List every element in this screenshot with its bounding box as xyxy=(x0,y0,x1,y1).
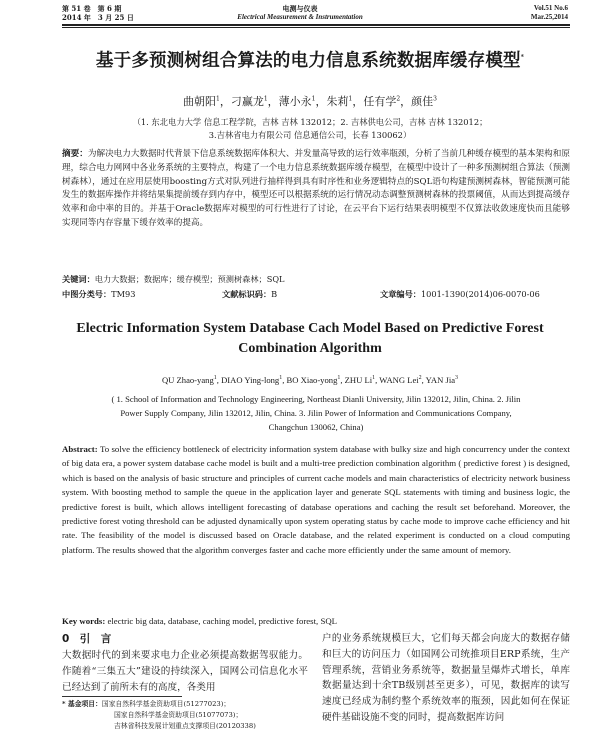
en-author: ZHU Li$^1$ xyxy=(344,375,376,385)
en-affiliation-2: Power Supply Company, Jilin 132012, Jilin, China. 3. Jilin Power of Information and Communications Company, xyxy=(120,408,512,418)
en-title-line-1: Electric Information System Database Cach Model Based on Predictive Forest xyxy=(76,321,544,336)
footnote-line-1: * 基金项目：国家自然科学基金资助项目(51277023)； xyxy=(62,700,231,708)
en-authors: QU Zhao-yang$^1$, DIAO Ying-long$^1$, BO Xiao-yong$^1$, ZHU Li$^1$, WANG Lei$^2$, YAN Jia$^3$ xyxy=(161,375,459,385)
header-left-bottom: 2014 年 3 月 25 日 xyxy=(62,13,134,22)
cn-author: 任有学$^2$ xyxy=(363,95,401,108)
header-rule xyxy=(62,24,570,26)
cn-abstract: 摘要：为解决电力大数据时代背景下信息系统数据库体积大、并发量高导致的运行效率瓶颈，分析了当前几种缓存模型的基本架构和原理，综合电力网网中各业务系统的主要特点，构建了一个电力信息系统数据库缓存模型，在模型中设计了一种多预测树组合算法（预测树森林），通过在应用层使用boosting方式对队列进行抽样得到具有时序性和业务逻辑特点的SQL语句构建预测树森林，智能预测可能发生的数据库操作并将结果集提前缓存到内存中，模型还可以根据系统的运行情况动态调整预测树森林的投票阈值，从而达到提高缓存效率和命中率的目的。并基于Oracle数据库对模型的可行性进行了讨论，在云平台下运行结果表明模型不仅算法收敛速度快而且能够实现同等内存容量下缓存效率的提高。 xyxy=(62,149,570,228)
en-author: QU Zhao-yang$^1$ xyxy=(161,375,217,385)
cn-affiliation-1: （1. 东北电力大学 信息工程学院，吉林 吉林 132012；2. 吉林供电公司，吉林 吉林 132012； xyxy=(132,117,488,127)
header-rule-thin xyxy=(62,27,570,28)
footnote-line-2: 国家自然科学基金资助项目(51077073)； xyxy=(114,711,243,719)
intro-left-column: 大数据时代的到来要求电力企业必须提高数据驾驭能力。作随着“三集五大”建设的持续深入，国网公司信息化水平已经达到了前所未有的高度，各类用 xyxy=(62,650,308,693)
cn-author: 朱莉$^1$ xyxy=(326,95,353,108)
header-journal-en: Electrical Measurement & Instrumentation xyxy=(237,13,363,21)
en-author: DIAO Ying-long$^1$ xyxy=(221,375,283,385)
section-heading-intro: 0 引 言 xyxy=(62,633,112,645)
cn-author: 曲朝阳$^1$ xyxy=(183,95,220,108)
cn-author: 颜佳$^3$ xyxy=(411,95,437,108)
cn-affiliation-2: 3.吉林省电力有限公司 信息通信公司，长春 130062） xyxy=(208,130,412,140)
cn-clc: 中图分类号：TM93 xyxy=(62,289,136,299)
en-author: WANG Lei$^2$ xyxy=(379,375,422,385)
header-journal-cn: 电测与仪表 xyxy=(282,4,318,13)
footnote-rule xyxy=(62,696,182,697)
footnote-line-3: 吉林省科技发展计划重点支撑项目(20120338) xyxy=(114,722,256,730)
en-affiliation-1: ( 1. School of Information and Technology Engineering, Northeast Dianli University, Jilin 132012, Jilin, China. 2. Jilin xyxy=(111,394,521,404)
cn-article-no: 文章编号：1001-1390(2014)06-0070-06 xyxy=(380,289,540,299)
header-date: Mar.25,2014 xyxy=(530,13,568,21)
cn-title: 基于多预测树组合算法的电力信息系统数据库缓存模型* xyxy=(95,51,525,71)
en-title-line-2: Combination Algorithm xyxy=(238,341,382,356)
en-keywords: Key words: electric big data, database, caching model, predictive forest, SQL xyxy=(62,616,338,626)
en-author: YAN Jia$^3$ xyxy=(425,375,459,385)
en-abstract: Abstract: To solve the efficiency bottleneck of electricity information system database with bulky size and high concurrency under the context of big data era, a power system database cache model is built and a multi-tree prediction combination algorithm ( predictive forest ) is designed, which is based on the analysis of basic structure and principles of current cache models and main characteristics of electricity network business system. With boosting method to sample the queue in the application layer and generate SQL statements with timing and business logic, the predictive forest is built, which allows intelligent forecasting of database operations and caching the result set beforehand. Moreover, the predictive forest voting threshold can be adjusted dynamically upon system operating status by cache mode to improve cache efficiency and hit rate. The feasibility of the model is discussed based on Oracle database, and the related experiment is conducted on a cloud computing platform. The results showed that the algorithm converges faster and cache more efficiently under the same amount of memory. xyxy=(62,444,571,555)
cn-author: 薄小永$^1$ xyxy=(278,95,316,108)
cn-author: 刁赢龙$^1$ xyxy=(230,95,268,108)
intro-right-column: 户的业务系统规模巨大，它们每天都会向庞大的数据存储和巨大的访问压力（如国网公司统推项目ERP系统，生产管理系统，营销业务系统等，数据量呈爆炸式增长，单库数据量达到十余TB级别甚至更多），可见，数据库的读写速度已经成为制约整个系统效率的瓶颈，因此如何在保证硬件基础设施不变的同时，提高数据库访问 xyxy=(322,633,570,723)
cn-keywords: 关键词：电力大数据；数据库；缓存模型；预测树森林；SQL xyxy=(62,274,285,284)
cn-authors: 曲朝阳$^1$，刁赢龙$^1$，薄小永$^1$，朱莉$^1$，任有学$^2$，颜佳$^3$ xyxy=(183,95,437,108)
cn-doc-code: 文献标识码：B xyxy=(222,289,278,299)
en-affiliation-3: Changchun 130062, China) xyxy=(268,422,364,432)
header-left-top: 第 51 卷 第 6 期 xyxy=(62,4,122,13)
en-author: BO Xiao-yong$^1$ xyxy=(286,375,341,385)
header-volume: Vol.51 No.6 xyxy=(533,4,568,12)
